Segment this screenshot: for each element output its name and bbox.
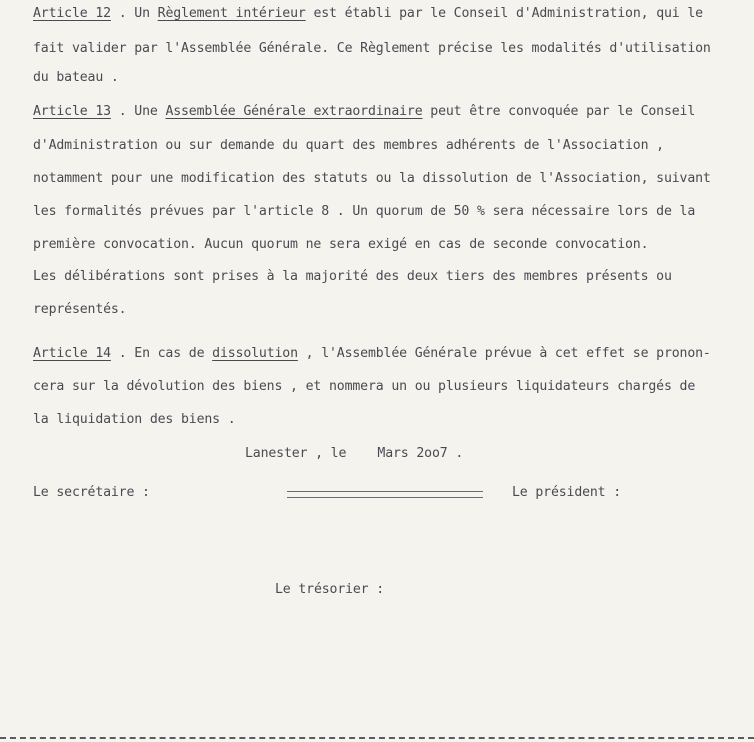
- article-12-line-1: Article 12 . Un Règlement intérieur est établi par le Conseil d'Administration, qui le: [33, 6, 703, 21]
- article-13-line-4: les formalités prévues par l'article 8 . Un quorum de 50 % sera nécessaire lors de la: [33, 204, 696, 219]
- article-13-line-3: notamment pour une modification des statuts ou la dissolution de l'Association, suivant: [33, 171, 711, 186]
- assemblee-extraordinaire-term: Assemblée Générale extraordinaire: [165, 104, 423, 119]
- article-13-line-7: représentés.: [33, 302, 127, 317]
- place-date: Lanester , le Mars 2oo7 .: [245, 446, 464, 461]
- treasurer-label: Le trésorier :: [275, 582, 385, 597]
- article-13-line-2: d'Administration ou sur demande du quart des membres adhérents de l'Association ,: [33, 138, 664, 153]
- president-label: Le président :: [512, 485, 622, 500]
- article-12-heading: Article 12: [33, 6, 111, 21]
- article-14-heading: Article 14: [33, 346, 111, 361]
- dissolution-term: dissolution: [212, 346, 298, 361]
- secretary-label: Le secrétaire :: [33, 485, 150, 500]
- reglement-interieur-term: Règlement intérieur: [157, 6, 306, 21]
- article-14-line-3: la liquidation des biens .: [33, 412, 236, 427]
- article-13-line-6: Les délibérations sont prises à la majorité des deux tiers des membres présents ou: [33, 269, 672, 284]
- article-12-line-2: fait valider par l'Assemblée Générale. Ce Règlement précise les modalités d'utilisation: [33, 41, 711, 56]
- article-13-line-5: première convocation. Aucun quorum ne sera exigé en cas de seconde convocation.: [33, 237, 649, 252]
- article-14-line-2: cera sur la dévolution des biens , et nommera un ou plusieurs liquidateurs chargés de: [33, 379, 696, 394]
- article-13-line-1: Article 13 . Une Assemblée Générale extraordinaire peut être convoquée par le Conseil: [33, 104, 696, 119]
- article-13-heading: Article 13: [33, 104, 111, 119]
- bottom-dashed-rule: [0, 737, 754, 739]
- article-14-line-1: Article 14 . En cas de dissolution , l'Assemblée Générale prévue à cet effet se pronon-: [33, 346, 711, 361]
- separator-double-line: [287, 491, 483, 498]
- article-12-line-3: du bateau .: [33, 70, 119, 85]
